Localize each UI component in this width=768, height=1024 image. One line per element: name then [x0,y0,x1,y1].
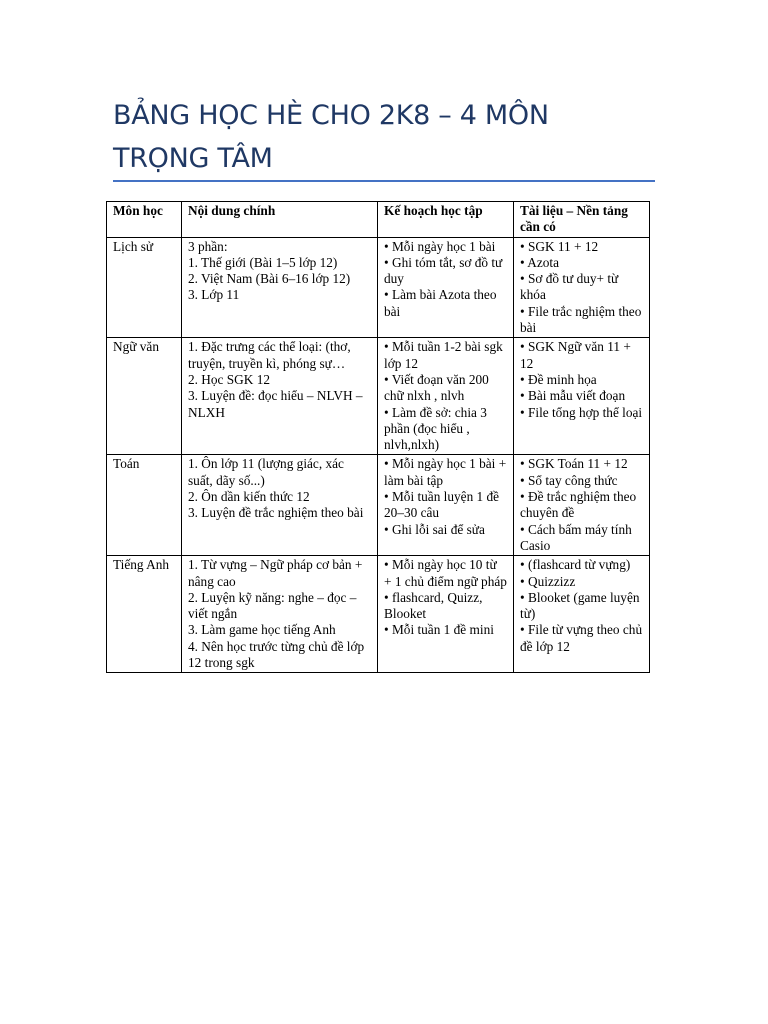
cell-line: 3. Làm game học tiếng Anh [188,622,336,638]
table-row [107,338,650,455]
cell-line: • Viết đoạn văn 200 chữ nlxh , nlvh [384,371,489,404]
title-underline [113,180,655,182]
table-row [107,556,650,673]
cell-line: • File từ vựng theo chủ đề lớp 12 [520,622,643,654]
cell-line: • flashcard, Quizz, Blooket [384,589,483,622]
cell-line: 3. Lớp 11 [188,287,240,303]
cell-plan [378,237,514,338]
cell-line: • Đề minh họa [520,371,597,387]
cell-resources [514,556,650,673]
cell-line: • Mỗi tuần 1 đề mini [384,622,494,638]
cell-line: • Làm đề sở: chia 3 phần (đọc hiểu , nlvh,nlxh) [384,404,487,453]
cell-line: • (flashcard từ vựng) [520,557,631,573]
cell-subject: Toán [107,455,182,556]
cell-line: • Sơ đồ tư duy+ từ khóa [520,271,619,303]
cell-line: • Azota [520,254,559,270]
cell-plan [378,556,514,673]
cell-line: • File tổng hợp thể loại [520,404,643,420]
cell-line: • Ghi tóm tắt, sơ đồ tư duy [384,254,503,287]
document-title [113,94,653,180]
study-plan-table [106,201,650,673]
cell-line: • Đề trắc nghiệm theo chuyên đề [520,489,637,521]
cell-line: 1. Ôn lớp 11 (lượng giác, xác suất, dãy số...) [188,456,344,488]
title-line-2: TRỌNG TÂM [113,143,273,174]
cell-content [182,237,378,338]
cell-line: • Mỗi ngày học 10 từ + 1 chủ điểm ngữ pháp [384,557,507,589]
cell-resources [514,237,650,338]
cell-line: 1. Từ vựng – Ngữ pháp cơ bản + nâng cao [188,557,363,589]
cell-content [182,556,378,673]
cell-line: • Ghi lỗi sai để sửa [384,521,485,537]
cell-line: 2. Luyện kỹ năng: nghe – đọc – viết ngắn [188,589,357,622]
header-plan: Kế hoạch học tập [378,202,514,238]
cell-line: 1. Đặc trưng các thể loại: (thơ, truyện, truyền kì, phóng sự… [188,339,351,371]
cell-line: • Quizzizz [520,573,576,589]
table-header-row [107,202,650,238]
cell-content [182,455,378,556]
cell-line: 3. Luyện đề: đọc hiểu – NLVH – NLXH [188,388,363,420]
cell-subject: Ngữ văn [107,338,182,455]
cell-plan [378,455,514,556]
table-row [107,237,650,338]
cell-line: 1. Thế giới (Bài 1–5 lớp 12) [188,254,338,270]
cell-line: • Mỗi tuần 1-2 bài sgk lớp 12 [384,339,503,371]
cell-line: 3. Luyện đề trắc nghiệm theo bài [188,505,364,521]
cell-line: • SGK 11 + 12 [520,238,599,254]
cell-subject: Lịch sử [107,237,182,338]
cell-line: 2. Ôn dần kiến thức 12 [188,489,310,505]
header-content: Nội dung chính [182,202,378,238]
cell-content [182,338,378,455]
cell-plan [378,338,514,455]
cell-line: • Mỗi ngày học 1 bài + làm bài tập [384,456,507,488]
cell-line: 3 phần: [188,238,228,254]
cell-line: • Mỗi tuần luyện 1 đề 20–30 câu [384,489,500,521]
cell-subject: Tiếng Anh [107,556,182,673]
title-line-1: BẢNG HỌC HÈ CHO 2K8 – 4 MÔN [113,100,549,131]
table-row [107,455,650,556]
cell-line: • Blooket (game luyện từ) [520,589,640,622]
cell-line: • Làm bài Azota theo bài [384,287,497,319]
cell-resources [514,338,650,455]
header-subject: Môn học [107,202,182,238]
cell-line: • SGK Ngữ văn 11 + 12 [520,339,631,371]
cell-line: 2. Việt Nam (Bài 6–16 lớp 12) [188,271,351,287]
cell-line: • Cách bấm máy tính Casio [520,521,632,553]
header-resources: Tài liệu – Nền tảng cần có [514,202,650,238]
cell-line: • SGK Toán 11 + 12 [520,456,628,472]
cell-line: 4. Nên học trước từng chủ đề lớp 12 trong sgk [188,638,365,671]
cell-line: • File trắc nghiệm theo bài [520,303,642,336]
cell-line: • Mỗi ngày học 1 bài [384,238,496,254]
cell-line: • Sổ tay công thức [520,472,618,488]
cell-line: • Bài mẫu viết đoạn [520,388,626,404]
cell-line: 2. Học SGK 12 [188,371,270,387]
cell-resources [514,455,650,556]
